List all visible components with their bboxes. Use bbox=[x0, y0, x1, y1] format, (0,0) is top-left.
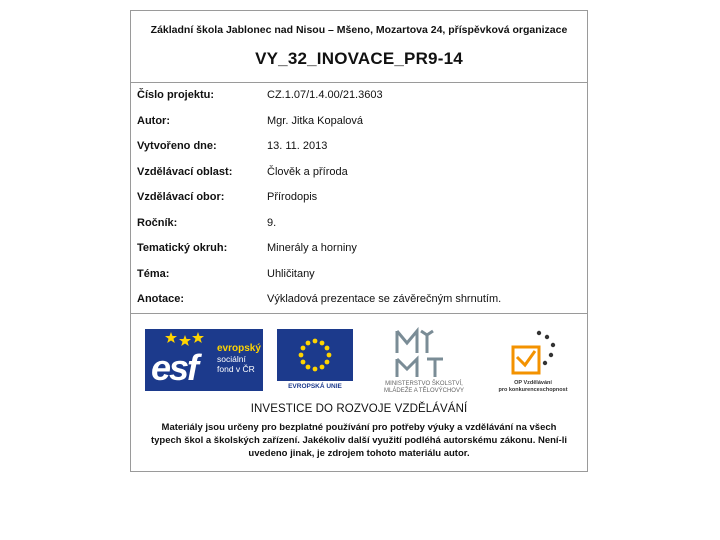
row-label: Vzdělávací oblast: bbox=[137, 165, 233, 178]
row-label: Anotace: bbox=[137, 293, 185, 305]
op-label-line2: pro konkurenceschopnost bbox=[498, 386, 568, 393]
school-name: Základní škola Jablonec nad Nisou – Mšeno, Mozartova 24, příspěvková organizace bbox=[150, 24, 568, 36]
esf-caption bbox=[217, 343, 261, 374]
row-project-number bbox=[131, 83, 587, 109]
row-label: Vytvořeno dne: bbox=[137, 140, 217, 152]
divider bbox=[131, 313, 587, 314]
row-area bbox=[131, 160, 587, 186]
esf-logo bbox=[145, 329, 263, 391]
row-value: Člověk a příroda bbox=[267, 165, 348, 178]
info-table bbox=[131, 83, 587, 313]
op-logo bbox=[503, 327, 563, 379]
row-author bbox=[131, 109, 587, 135]
eu-flag bbox=[277, 329, 353, 381]
msmt-label-line2: MLÁDEŽE A TĚLOVÝCHOVY bbox=[384, 388, 464, 394]
row-value: Přírodopis bbox=[267, 191, 318, 203]
row-created bbox=[131, 134, 587, 160]
row-value: Minerály a horniny bbox=[267, 242, 357, 254]
row-label: Ročník: bbox=[137, 216, 178, 229]
msmt-label-line1: MINISTERSTVO ŠKOLSTVÍ, bbox=[385, 381, 463, 387]
row-value: Uhličitany bbox=[267, 267, 315, 280]
esf-mark: esf bbox=[151, 347, 198, 388]
op-mark-icon bbox=[503, 327, 563, 379]
esf-line2: sociální bbox=[217, 354, 246, 364]
row-topic-area bbox=[131, 236, 587, 262]
esf-line3: fond v ČR bbox=[217, 364, 255, 374]
row-annotation bbox=[131, 287, 587, 313]
row-label: Téma: bbox=[137, 267, 170, 280]
op-label bbox=[491, 380, 575, 393]
row-label: Číslo projektu: bbox=[137, 89, 215, 101]
row-label: Vzdělávací obor: bbox=[137, 191, 225, 203]
row-value: CZ.1.07/1.4.00/21.3603 bbox=[267, 89, 383, 101]
row-label: Autor: bbox=[137, 114, 170, 127]
row-value: Mgr. Jitka Kopalová bbox=[267, 114, 363, 127]
row-grade bbox=[131, 211, 587, 237]
msmt-mark-icon bbox=[375, 323, 485, 381]
row-value: Výkladová prezentace se závěrečným shrnutím. bbox=[267, 293, 502, 305]
logo-strip bbox=[131, 323, 587, 403]
row-value: 9. bbox=[267, 216, 277, 229]
document-sheet bbox=[130, 10, 588, 472]
row-subject bbox=[131, 185, 587, 211]
usage-note: Materiály jsou určeny pro bezplatné používání pro potřeby výuky a vzdělávání na všech typech škol a školských zařízení. Jakékoliv další využití podléhá autorskému zákonu. Není-li uvedeno jinak, je zdrojem tohoto materiálu autor. bbox=[150, 422, 568, 459]
invest-slogan: INVESTICE DO ROZVOJE VZDĚLÁVÁNÍ bbox=[250, 403, 468, 415]
eu-label: EVROPSKÁ UNIE bbox=[288, 383, 342, 390]
row-topic bbox=[131, 262, 587, 288]
msmt-label bbox=[357, 381, 491, 395]
row-label: Tematický okruh: bbox=[137, 242, 228, 254]
esf-line1: evropský bbox=[217, 343, 261, 354]
eu-stars-icon bbox=[277, 329, 353, 381]
material-code: VY_32_INOVACE_PR9-14 bbox=[255, 49, 463, 68]
row-value: 13. 11. 2013 bbox=[267, 140, 328, 152]
op-label-line1: OP Vzdělávání bbox=[514, 380, 552, 386]
